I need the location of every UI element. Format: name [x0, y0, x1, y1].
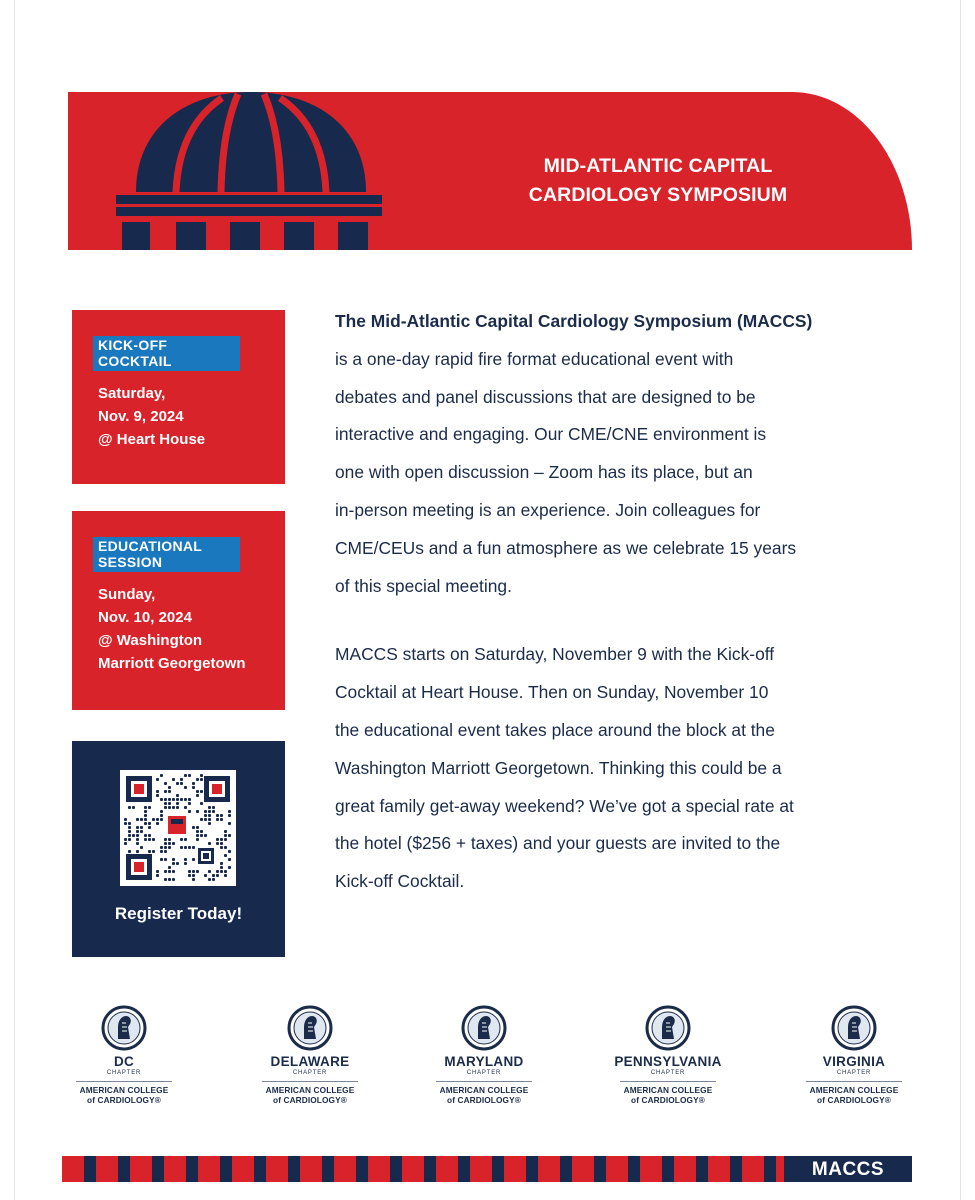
qr-module	[140, 846, 143, 849]
qr-module	[168, 870, 171, 873]
qr-module	[164, 838, 167, 841]
register-card[interactable]	[72, 741, 285, 957]
org-name-line: of CARDIOLOGY®	[87, 1095, 161, 1105]
qr-module	[164, 858, 167, 861]
qr-module	[172, 858, 175, 861]
qr-module	[220, 870, 223, 873]
paragraph-line: Kick-off Cocktail.	[335, 871, 465, 892]
paragraph-line: one with open discussion – Zoom has its place, but an	[335, 462, 753, 483]
qr-module	[228, 850, 231, 853]
qr-module	[124, 822, 127, 825]
header-banner	[68, 92, 912, 250]
qr-module	[160, 810, 163, 813]
qr-module	[228, 866, 231, 869]
qr-module	[176, 862, 179, 865]
chapter-logo-pennsylvania	[608, 1005, 728, 1105]
qr-module	[148, 850, 151, 853]
qr-module	[144, 834, 147, 837]
qr-module	[192, 874, 195, 877]
qr-module	[208, 842, 211, 845]
qr-module	[188, 874, 191, 877]
qr-module	[224, 838, 227, 841]
qr-module	[164, 798, 167, 801]
qr-module	[144, 822, 147, 825]
qr-module	[172, 842, 175, 845]
qr-module	[220, 846, 223, 849]
qr-module	[160, 818, 163, 821]
qr-module	[144, 806, 147, 809]
acc-seal-icon	[461, 1005, 507, 1051]
qr-module	[200, 774, 203, 777]
paragraph-line: MACCS starts on Saturday, November 9 with the Kick-off	[335, 644, 775, 665]
qr-module	[172, 806, 175, 809]
qr-module	[228, 822, 231, 825]
qr-module	[156, 790, 159, 793]
qr-module	[136, 834, 139, 837]
qr-module	[128, 850, 131, 853]
qr-module	[224, 834, 227, 837]
chapter-logos	[60, 1005, 920, 1115]
intro-heading-line: The Mid-Atlantic Capital Cardiology Symposium (MACCS)	[335, 311, 813, 331]
qr-module	[164, 842, 167, 845]
qr-module	[140, 830, 143, 833]
qr-module	[168, 802, 171, 805]
qr-module	[192, 878, 195, 881]
divider	[436, 1081, 532, 1082]
qr-finder	[204, 776, 230, 802]
event-tag-line: KICK-OFF	[98, 337, 168, 353]
qr-module	[164, 878, 167, 881]
qr-module	[128, 838, 131, 841]
chapter-logo-delaware	[250, 1005, 370, 1105]
paragraph-line: debates and panel discussions that are designed to be	[335, 386, 756, 407]
qr-module	[220, 814, 223, 817]
qr-module	[208, 806, 211, 809]
qr-module	[124, 818, 127, 821]
event-tag-line: SESSION	[98, 554, 163, 570]
divider	[76, 1081, 172, 1082]
qr-module	[136, 842, 139, 845]
footer-stripes	[62, 1156, 784, 1182]
qr-module	[128, 822, 131, 825]
qr-module	[208, 818, 211, 821]
qr-module	[184, 774, 187, 777]
qr-module	[164, 870, 167, 873]
qr-module	[196, 826, 199, 829]
qr-module	[148, 826, 151, 829]
footer-bar	[62, 1156, 912, 1182]
qr-module	[208, 870, 211, 873]
chapter-label: CHAPTER	[466, 1070, 502, 1076]
divider	[806, 1081, 902, 1082]
qr-module	[164, 782, 167, 785]
qr-alignment	[198, 848, 214, 864]
qr-module	[156, 874, 159, 877]
event-detail-line: Nov. 9, 2024	[98, 408, 184, 425]
event-detail-line: Saturday,	[98, 385, 166, 402]
paragraph-line: the educational event takes place around the block at the	[335, 719, 775, 740]
event-details	[98, 382, 285, 451]
qr-module	[212, 810, 215, 813]
qr-module	[156, 870, 159, 873]
qr-module	[188, 798, 191, 801]
qr-module	[184, 862, 187, 865]
qr-module	[228, 858, 231, 861]
paragraph-line: Washington Marriott Georgetown. Thinking this could be a	[335, 757, 782, 778]
qr-module	[172, 878, 175, 881]
qr-finder	[126, 776, 152, 802]
chapter-logo-maryland	[424, 1005, 544, 1105]
qr-module	[196, 834, 199, 837]
chapter-state: VIRGINIA	[822, 1054, 886, 1069]
qr-module	[136, 850, 139, 853]
qr-module	[168, 866, 171, 869]
qr-module	[204, 834, 207, 837]
qr-module	[172, 870, 175, 873]
qr-module	[228, 834, 231, 837]
qr-module	[192, 782, 195, 785]
qr-module	[168, 846, 171, 849]
qr-module	[156, 822, 159, 825]
qr-module	[136, 818, 139, 821]
qr-module	[164, 850, 167, 853]
paragraph-line: interactive and engaging. Our CME/CNE environment is	[335, 424, 767, 445]
kickoff-cocktail-card	[72, 310, 285, 484]
paragraph-line: Cocktail at Heart House. Then on Sunday, November 10	[335, 682, 769, 703]
register-today-label[interactable]: Register Today!	[114, 904, 243, 923]
qr-module	[196, 870, 199, 873]
qr-module	[156, 794, 159, 797]
qr-module	[200, 790, 203, 793]
chapter-label: CHAPTER	[106, 1070, 142, 1076]
qr-module	[172, 862, 175, 865]
paragraph-line: great family get-away weekend? We’ve got a special rate at	[335, 795, 794, 816]
event-detail-line: Marriott Georgetown	[98, 655, 246, 672]
qr-module	[192, 846, 195, 849]
qr-module	[208, 810, 211, 813]
event-tag-line: COCKTAIL	[98, 353, 172, 369]
org-name-line: of CARDIOLOGY®	[273, 1095, 347, 1105]
qr-module	[140, 826, 143, 829]
qr-module	[208, 822, 211, 825]
qr-module	[204, 810, 207, 813]
qr-module	[220, 866, 223, 869]
qr-module	[152, 850, 155, 853]
qr-module	[168, 798, 171, 801]
qr-module	[184, 846, 187, 849]
qr-module	[216, 874, 219, 877]
qr-module	[216, 842, 219, 845]
qr-module	[144, 810, 147, 813]
qr-module	[144, 838, 147, 841]
qr-module	[176, 794, 179, 797]
qr-module	[180, 782, 183, 785]
event-tag	[93, 336, 240, 371]
org-name-line: AMERICAN COLLEGE	[439, 1085, 529, 1095]
qr-module	[228, 814, 231, 817]
qr-module	[212, 874, 215, 877]
qr-module	[192, 826, 195, 829]
qr-module	[144, 818, 147, 821]
qr-module	[200, 778, 203, 781]
qr-module	[132, 806, 135, 809]
paragraph-spacer	[335, 605, 895, 636]
event-detail-line: Sunday,	[98, 586, 156, 603]
qr-module	[216, 814, 219, 817]
qr-module	[184, 786, 187, 789]
chapter-state: PENNSYLVANIA	[614, 1054, 722, 1069]
qr-module	[224, 870, 227, 873]
qr-module	[160, 814, 163, 817]
acc-seal-icon	[831, 1005, 877, 1051]
paragraph-line: the hotel ($256 + taxes) and your guests are invited to the	[335, 833, 781, 854]
qr-module	[188, 870, 191, 873]
qr-module	[156, 818, 159, 821]
qr-module	[188, 802, 191, 805]
qr-module	[184, 838, 187, 841]
qr-module	[168, 842, 171, 845]
acc-seal-icon	[645, 1005, 691, 1051]
qr-module	[200, 818, 203, 821]
chapter-logo-virginia	[794, 1005, 914, 1105]
qr-module	[148, 834, 151, 837]
qr-module	[152, 838, 155, 841]
qr-module	[196, 838, 199, 841]
divider	[620, 1081, 716, 1082]
qr-module	[164, 806, 167, 809]
qr-module	[220, 818, 223, 821]
chapter-state: MARYLAND	[444, 1054, 524, 1069]
event-detail-line: @ Washington	[98, 632, 203, 649]
qr-module	[212, 878, 215, 881]
qr-module	[200, 830, 203, 833]
qr-module	[192, 858, 195, 861]
qr-module	[216, 870, 219, 873]
qr-module	[224, 830, 227, 833]
qr-module	[220, 862, 223, 865]
qr-module	[224, 854, 227, 857]
qr-module	[208, 814, 211, 817]
event-detail-line: @ Heart House	[98, 431, 206, 448]
qr-module	[128, 834, 131, 837]
qr-module	[152, 818, 155, 821]
qr-module	[128, 806, 131, 809]
qr-module	[148, 822, 151, 825]
qr-module	[224, 874, 227, 877]
qr-finder	[126, 854, 152, 880]
title-line: CARDIOLOGY SYMPOSIUM	[528, 184, 788, 206]
org-name-line: AMERICAN COLLEGE	[623, 1085, 713, 1095]
qr-module	[144, 814, 147, 817]
qr-module	[176, 798, 179, 801]
qr-module	[196, 810, 199, 813]
event-tag	[93, 537, 240, 572]
qr-module	[172, 798, 175, 801]
org-name-line: of CARDIOLOGY®	[817, 1095, 891, 1105]
qr-module	[204, 818, 207, 821]
footer-maccs-label: MACCS	[784, 1156, 912, 1182]
qr-module	[184, 798, 187, 801]
qr-module	[216, 838, 219, 841]
qr-module	[136, 838, 139, 841]
qr-module	[164, 846, 167, 849]
qr-module	[156, 778, 159, 781]
qr-module	[124, 842, 127, 845]
chapter-logo-dc	[64, 1005, 184, 1105]
qr-center-logo	[166, 814, 188, 836]
qr-module	[140, 818, 143, 821]
qr-module	[228, 810, 231, 813]
qr-module	[128, 826, 131, 829]
acc-seal-icon	[101, 1005, 147, 1051]
qr-module	[184, 858, 187, 861]
qr-module	[160, 858, 163, 861]
qr-module	[180, 798, 183, 801]
org-name-line: AMERICAN COLLEGE	[79, 1085, 169, 1095]
qr-module	[188, 846, 191, 849]
qr-module	[212, 806, 215, 809]
chapter-state: DC	[113, 1054, 135, 1069]
event-details	[98, 583, 285, 675]
qr-module	[200, 834, 203, 837]
chapter-label: CHAPTER	[650, 1070, 686, 1076]
qr-module	[132, 834, 135, 837]
acc-seal-icon	[287, 1005, 333, 1051]
org-name-line: of CARDIOLOGY®	[447, 1095, 521, 1105]
qr-module	[168, 838, 171, 841]
qr-module	[164, 790, 167, 793]
qr-module	[180, 838, 183, 841]
qr-module	[220, 842, 223, 845]
qr-module	[160, 774, 163, 777]
qr-module	[204, 874, 207, 877]
capitol-dome-icon	[116, 92, 386, 250]
qr-module	[128, 830, 131, 833]
org-name-line: of CARDIOLOGY®	[631, 1095, 705, 1105]
qr-module	[168, 806, 171, 809]
qr-module	[160, 846, 163, 849]
qr-module	[136, 830, 139, 833]
qr-module	[180, 846, 183, 849]
paragraph-line: of this special meeting.	[335, 575, 512, 596]
paragraph-line: in-person meeting is an experience. Join colleagues for	[335, 499, 761, 520]
qr-module	[168, 786, 171, 789]
qr-module	[200, 802, 203, 805]
qr-module	[148, 838, 151, 841]
qr-module	[168, 790, 171, 793]
qr-module	[196, 790, 199, 793]
chapter-label: CHAPTER	[292, 1070, 328, 1076]
qr-module	[196, 778, 199, 781]
org-name-line: AMERICAN COLLEGE	[809, 1085, 899, 1095]
description-text	[335, 303, 895, 901]
qr-module	[188, 810, 191, 813]
qr-module	[172, 778, 175, 781]
qr-module	[204, 814, 207, 817]
qr-module	[192, 786, 195, 789]
qr-module	[224, 846, 227, 849]
chapter-state: DELAWARE	[270, 1054, 350, 1069]
qr-module	[136, 826, 139, 829]
qr-module	[216, 818, 219, 821]
qr-module	[160, 850, 163, 853]
divider	[262, 1081, 358, 1082]
qr-module	[196, 794, 199, 797]
qr-module	[192, 870, 195, 873]
qr-module	[148, 806, 151, 809]
qr-module	[176, 802, 179, 805]
qr-module	[176, 806, 179, 809]
educational-session-card	[72, 511, 285, 710]
event-detail-line: Nov. 10, 2024	[98, 609, 192, 626]
qr-module	[208, 878, 211, 881]
org-name-line: AMERICAN COLLEGE	[265, 1085, 355, 1095]
symposium-title	[488, 152, 828, 210]
title-line: MID-ATLANTIC CAPITAL	[543, 155, 773, 177]
paragraph-line: CME/CEUs and a fun atmosphere as we celebrate 15 years	[335, 537, 797, 558]
qr-module	[124, 838, 127, 841]
qr-module	[184, 806, 187, 809]
qr-module	[176, 782, 179, 785]
qr-module	[164, 802, 167, 805]
qr-code-icon[interactable]	[120, 770, 236, 886]
qr-module	[168, 878, 171, 881]
chapter-label: CHAPTER	[836, 1070, 872, 1076]
qr-module	[160, 798, 163, 801]
qr-module	[180, 778, 183, 781]
event-tag-line: EDUCATIONAL	[98, 538, 203, 554]
qr-module	[220, 838, 223, 841]
qr-module	[196, 830, 199, 833]
paragraph-line: is a one-day rapid fire format educational event with	[335, 348, 734, 369]
qr-module	[188, 774, 191, 777]
